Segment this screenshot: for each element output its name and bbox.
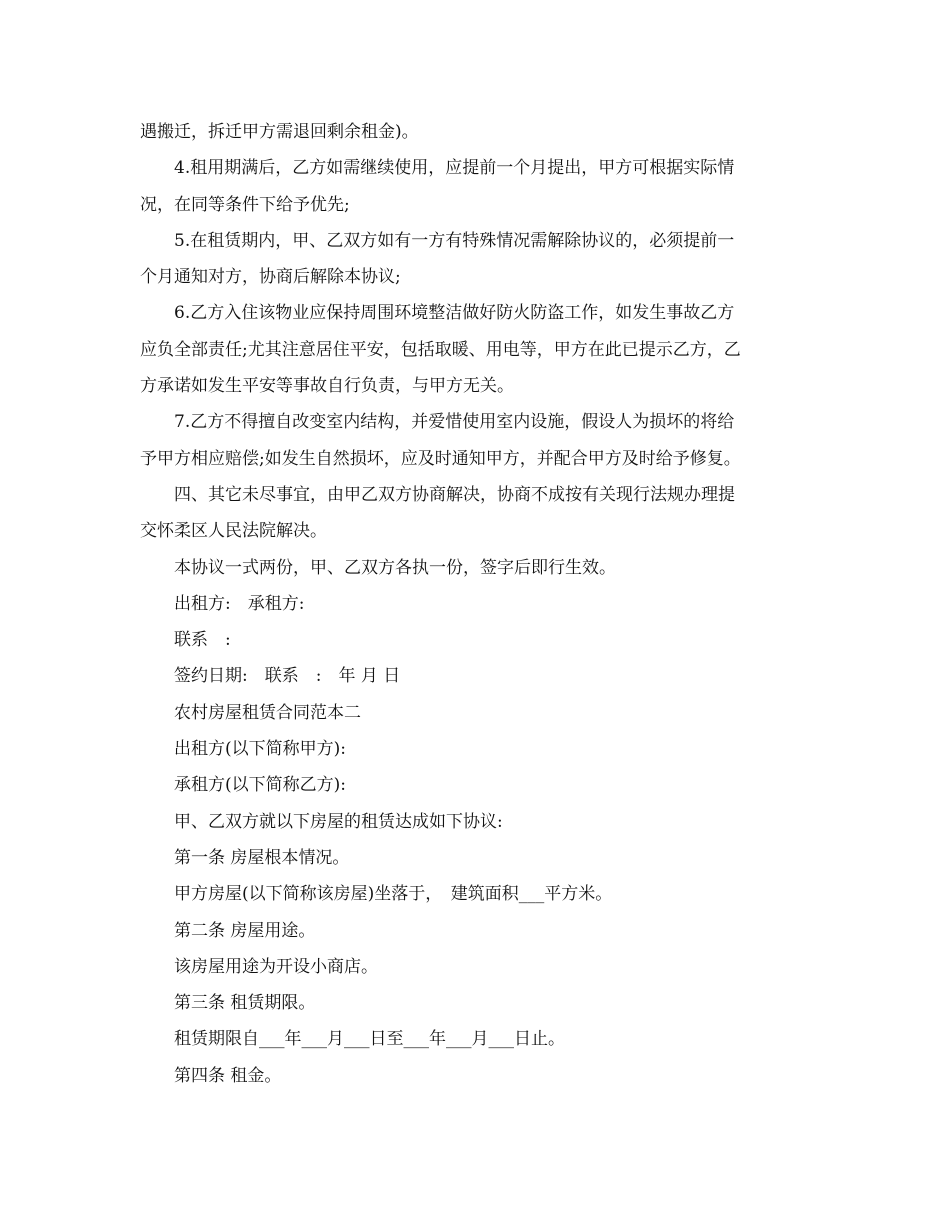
text-line: 出租方: 承租方: bbox=[174, 593, 305, 614]
text-line: 遇搬迁，拆迁甲方需退回剩余租金)。 bbox=[140, 122, 419, 142]
text-line: 况，在同等条件下给予优先; bbox=[140, 194, 350, 215]
text-line: 该房屋用途为开设小商店。 bbox=[174, 956, 378, 977]
section-title: 农村房屋租赁合同范本二 bbox=[174, 702, 361, 723]
text-line: 本协议一式两份，甲、乙双方各执一份，签字后即行生效。 bbox=[174, 557, 616, 578]
article-heading: 第四条 租金。 bbox=[174, 1065, 282, 1086]
text-line: 出租方(以下简称甲方): bbox=[174, 739, 346, 760]
text-line: 6.乙方入住该物业应保持周围环境整洁做好防火防盗工作，如发生事故乙方 bbox=[174, 303, 735, 324]
article-heading: 第三条 租赁期限。 bbox=[174, 993, 316, 1014]
text-line: 5.在租赁期内，甲、乙双方如有一方有特殊情况需解除协议的，必须提前一 bbox=[174, 230, 735, 251]
document-body bbox=[140, 114, 810, 1094]
text-line: 签约日期: 联系 : 年 月 日 bbox=[174, 666, 401, 687]
text-line: 应负全部责任;尤其注意居住平安，包括取暖、用电等，甲方在此已提示乙方，乙 bbox=[140, 339, 741, 360]
text-line: 交怀柔区人民法院解决。 bbox=[140, 521, 327, 542]
text-line: 个月通知对方，协商后解除本协议; bbox=[140, 267, 401, 288]
text-line: 承租方(以下简称乙方): bbox=[174, 775, 346, 796]
text-line: 7.乙方不得擅自改变室内结构，并爱惜使用室内设施，假设人为损坏的将给 bbox=[174, 412, 735, 433]
text-line: 租赁期限自___年___月___日至___年___月___日止。 bbox=[174, 1029, 565, 1050]
text-line: 联系 : bbox=[174, 630, 231, 651]
text-line: 予甲方相应赔偿;如发生自然损坏，应及时通知甲方，并配合甲方及时给予修复。 bbox=[140, 448, 741, 469]
text-line: 甲方房屋(以下简称该房屋)坐落于， 建筑面积___平方米。 bbox=[174, 884, 613, 905]
text-line: 甲、乙双方就以下房屋的租赁达成如下协议: bbox=[174, 811, 503, 832]
text-line: 四、其它未尽事宜，由甲乙双方协商解决，协商不成按有关现行法规办理提 bbox=[174, 484, 735, 505]
article-heading: 第一条 房屋根本情况。 bbox=[174, 847, 350, 868]
text-line: 方承诺如发生平安等事故自行负责，与甲方无关。 bbox=[140, 376, 514, 397]
article-heading: 第二条 房屋用途。 bbox=[174, 920, 316, 941]
text-line: 4.租用期满后，乙方如需继续使用，应提前一个月提出，甲方可根据实际情 bbox=[174, 158, 735, 179]
